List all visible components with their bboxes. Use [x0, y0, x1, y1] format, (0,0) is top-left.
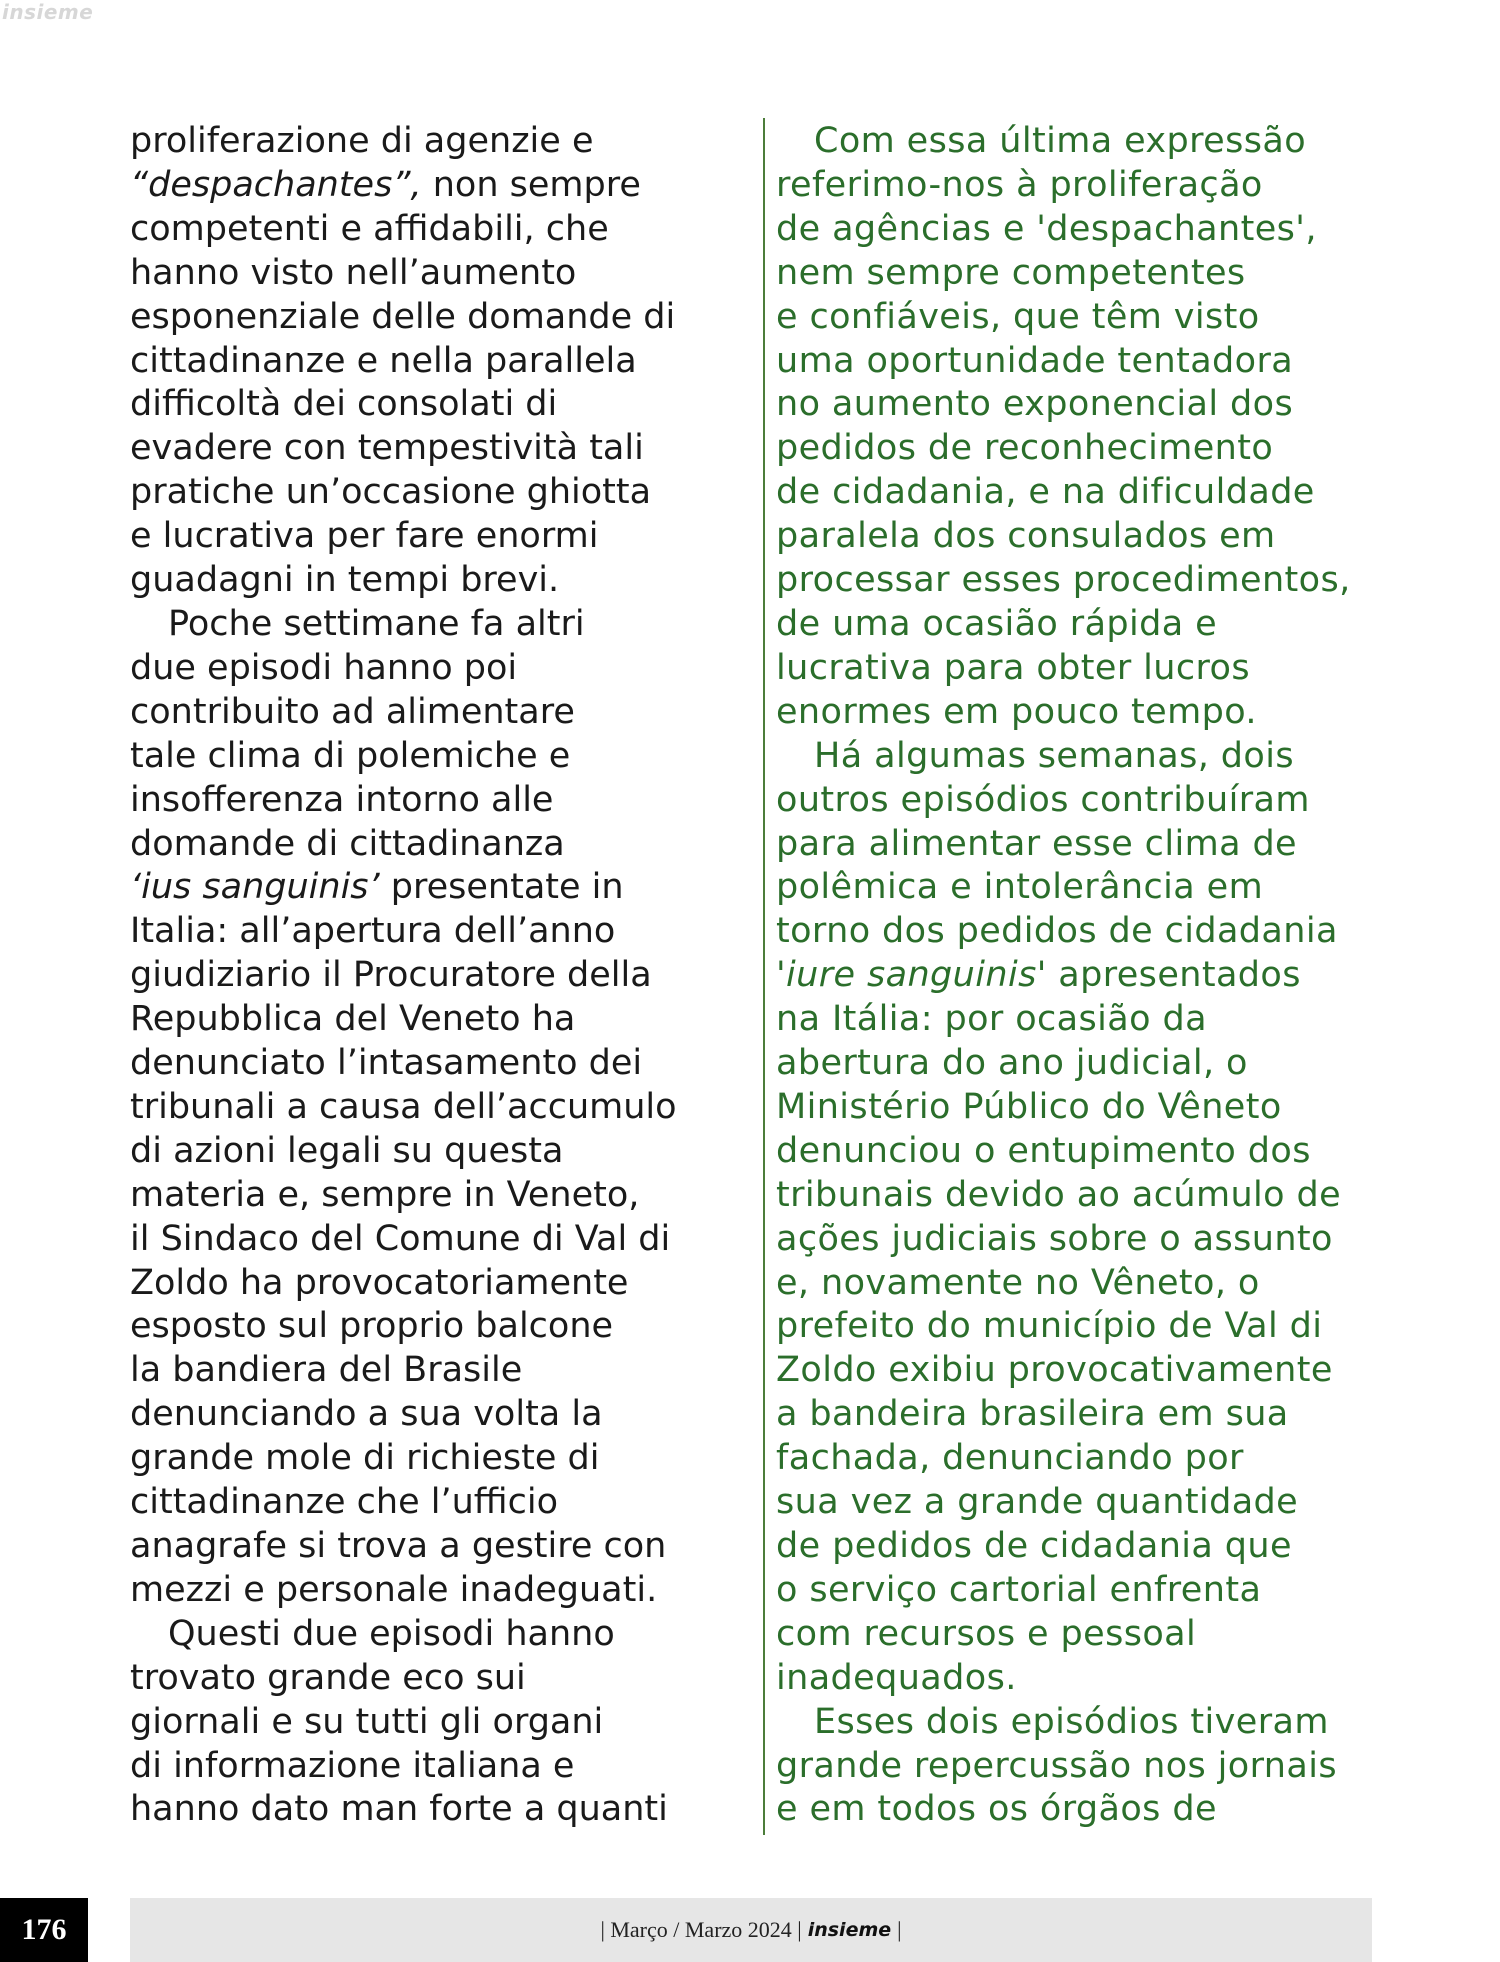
- text-line: para alimentar esse clima de: [776, 823, 1297, 864]
- text-line: tribunali a causa dell’accumulo: [130, 1086, 677, 1127]
- text-line: [776, 954, 1381, 998]
- text-line: trovato grande eco sui: [130, 1657, 526, 1698]
- text-line: cittadinanze che l’ufficio: [130, 1482, 558, 1523]
- text-line: anagrafe si trova a gestire con: [130, 1526, 667, 1566]
- text-line: de cidadania, e na dificuldade: [776, 472, 1315, 513]
- text-line: de pedidos de cidadania que: [776, 1526, 1292, 1566]
- text-line: Questi due episodi hanno: [168, 1613, 615, 1654]
- text-line: Zoldo exibiu provocativamente: [776, 1350, 1333, 1391]
- text-line: denunciato l’intasamento dei: [130, 1043, 643, 1084]
- text-fragment: apresentados: [1046, 955, 1301, 996]
- text-line: Com essa última expressão: [814, 121, 1307, 161]
- text-fragment: presentate in: [379, 867, 624, 908]
- text-line: de agências e 'despachantes',: [776, 208, 1317, 249]
- text-line: competenti e affidabili, che: [130, 208, 609, 249]
- text-line: di informazione italiana e: [130, 1745, 575, 1786]
- text-line: uma oportunidade tentadora: [776, 340, 1294, 381]
- text-line: outros episódios contribuíram: [776, 779, 1310, 820]
- text-line: grande mole di richieste di: [130, 1438, 600, 1479]
- text-line: torno dos pedidos de cidadania: [776, 911, 1338, 952]
- text-line: lucrativa para obter lucros: [776, 647, 1250, 688]
- footer-separator: |: [897, 1917, 902, 1942]
- text-line: denunciando a sua volta la: [130, 1394, 603, 1435]
- text-line: insofferenza intorno alle: [130, 779, 554, 820]
- text-line: Poche settimane fa altri: [168, 603, 585, 644]
- text-line: nem sempre competentes: [776, 252, 1246, 293]
- text-line: processar esses procedimentos,: [776, 560, 1351, 601]
- text-line: Há algumas semanas, dois: [814, 735, 1294, 776]
- text-line: il Sindaco del Comune di Val di: [130, 1218, 671, 1259]
- text-line: contribuito ad alimentare: [130, 691, 575, 732]
- text-line: tribunais devido ao acúmulo de: [776, 1174, 1342, 1215]
- text-line: esponenziale delle domande di: [130, 296, 676, 337]
- paragraph: [130, 603, 730, 1613]
- text-line: Repubblica del Veneto ha: [130, 999, 576, 1040]
- text-line: abertura do ano judicial, o: [776, 1043, 1248, 1084]
- text-fragment: non sempre: [421, 164, 641, 205]
- masthead-logo: insieme: [2, 0, 94, 24]
- text-line: hanno visto nell’aumento: [130, 252, 577, 293]
- text-line: difficoltà dei consolati di: [130, 384, 558, 425]
- text-line: no aumento exponencial dos: [776, 384, 1294, 425]
- text-line: grande repercussão nos jornais: [776, 1745, 1337, 1786]
- text-line: Esses dois episódios tiveram: [814, 1701, 1329, 1742]
- text-line: hanno dato man forte a quanti: [130, 1789, 668, 1830]
- portuguese-text-column: [776, 120, 1381, 1832]
- text-line: ações judiciais sobre o assunto: [776, 1218, 1333, 1259]
- paragraph: [130, 1613, 730, 1833]
- italian-text-column: [130, 120, 730, 1832]
- paragraph: [776, 120, 1381, 735]
- text-line: pratiche un’occasione ghiotta: [130, 472, 652, 513]
- footer-date: | Março / Marzo 2024 |: [600, 1917, 802, 1942]
- text-line: Ministério Público do Vêneto: [776, 1086, 1282, 1127]
- text-line: prefeito do município de Val di: [776, 1306, 1323, 1347]
- text-line: polêmica e intolerância em: [776, 867, 1264, 908]
- text-line: a bandeira brasileira em sua: [776, 1394, 1289, 1435]
- text-line: proliferazione di agenzie e: [130, 121, 594, 161]
- italic-term: “despachantes”,: [130, 164, 422, 205]
- text-line: paralela dos consulados em: [776, 516, 1276, 557]
- text-line: Zoldo ha provocatoriamente: [130, 1262, 629, 1303]
- text-line: guadagni in tempi brevi.: [130, 560, 560, 601]
- text-line: [130, 866, 730, 910]
- text-line: enormes em pouco tempo.: [776, 691, 1257, 732]
- text-line: giornali e su tutti gli organi: [130, 1701, 604, 1742]
- text-line: na Itália: por ocasião da: [776, 999, 1207, 1040]
- text-line: e, novamente no Vêneto, o: [776, 1262, 1260, 1303]
- text-line: denunciou o entupimento dos: [776, 1130, 1311, 1171]
- paragraph: [130, 120, 730, 603]
- text-line: fachada, denunciando por: [776, 1438, 1244, 1479]
- text-line: de uma ocasião rápida e: [776, 603, 1218, 644]
- footer-brand-logo: insieme: [807, 1919, 892, 1941]
- text-line: evadere con tempestività tali: [130, 428, 644, 469]
- column-divider: [763, 118, 765, 1835]
- text-line: e confiáveis, que têm visto: [776, 296, 1260, 337]
- italic-term: ‘ius sanguinis’: [130, 867, 380, 908]
- text-line: domande di cittadinanza: [130, 823, 565, 864]
- page-number: 176: [0, 1898, 88, 1962]
- text-line: sua vez a grande quantidade: [776, 1482, 1299, 1523]
- italic-term: 'iure sanguinis': [776, 955, 1047, 996]
- footer-bar: [130, 1898, 1372, 1962]
- text-line: Italia: all’apertura dell’anno: [130, 911, 616, 952]
- text-line: referimo-nos à proliferação: [776, 164, 1263, 205]
- text-line: cittadinanze e nella parallela: [130, 340, 637, 381]
- text-line: tale clima di polemiche e: [130, 735, 571, 776]
- text-line: la bandiera del Brasile: [130, 1350, 523, 1391]
- paragraph: [776, 735, 1381, 1701]
- paragraph: [776, 1701, 1381, 1833]
- text-line: o serviço cartorial enfrenta: [776, 1569, 1262, 1610]
- text-line: com recursos e pessoal: [776, 1613, 1197, 1654]
- text-line: giudiziario il Procuratore della: [130, 955, 652, 996]
- text-line: esposto sul proprio balcone: [130, 1306, 614, 1347]
- text-line: e lucrativa per fare enormi: [130, 516, 599, 557]
- text-line: due episodi hanno poi: [130, 647, 518, 688]
- text-line: [130, 164, 730, 208]
- text-line: di azioni legali su questa: [130, 1130, 564, 1171]
- text-line: pedidos de reconhecimento: [776, 428, 1274, 469]
- text-line: inadequados.: [776, 1657, 1017, 1698]
- text-line: materia e, sempre in Veneto,: [130, 1174, 640, 1215]
- text-line: e em todos os órgãos de: [776, 1789, 1217, 1830]
- text-line: mezzi e personale inadeguati.: [130, 1569, 658, 1610]
